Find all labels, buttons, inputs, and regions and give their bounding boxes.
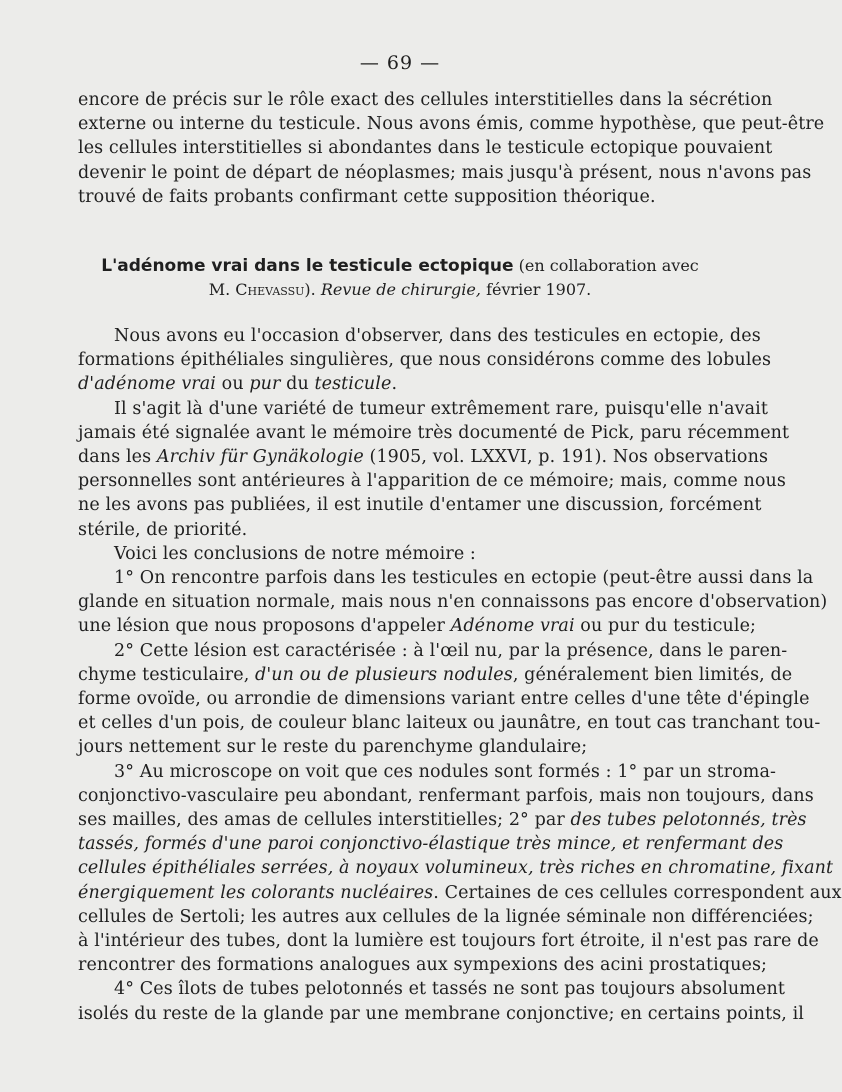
text-line: isolés du reste de la glande par une membrane conjonctive; en certains points, il (78, 1003, 805, 1024)
text-line: 1° On rencontre parfois dans les testicules en ectopie (peut-être aussi dans la (114, 568, 814, 589)
text-line: chyme testiculaire, d'un ou de plusieurs nodules, généralement bien limités, de (78, 664, 793, 685)
text-line: externe ou interne du testicule. Nous avons émis, comme hypothèse, que peut-être (78, 114, 825, 135)
text-line: dans les Archiv für Gynäkologie (1905, vol. LXXVI, p. 191). Nos observations (78, 447, 769, 468)
text-line: les cellules interstitielles si abondantes dans le testicule ectopique pouvaient (78, 138, 773, 159)
text-line: ne les avons pas publiées, il est inutile d'entamer une discussion, forcément (78, 495, 762, 516)
collaborator-name: M. Chevassu). (208, 280, 316, 299)
text-line: formations épithéliales singulières, que nous considérons comme des lobules (78, 350, 772, 371)
text-line: jours nettement sur le reste du parenchyme glandulaire; (78, 737, 588, 758)
journal-name: Revue de chirurgie, (320, 280, 481, 299)
text-line: d'adénome vrai ou pur du testicule. (78, 374, 398, 395)
text-line: cellules de Sertoli; les autres aux cellules de la lignée séminale non différenciées; (78, 906, 814, 927)
text-line: encore de précis sur le rôle exact des cellules interstitielles dans la sécrétion (78, 90, 773, 110)
text-line: ses mailles, des amas de cellules interstitielles; 2° par des tubes pelotonnés, très (78, 810, 807, 831)
text-line: conjonctivo-vasculaire peu abondant, renfermant parfois, mais non toujours, dans (78, 785, 814, 806)
text-line: à l'intérieur des tubes, dont la lumière est toujours fort étroite, il n'est pas rare de (78, 931, 819, 952)
page-number: — 69 — (359, 52, 441, 74)
collaboration-note: (en collaboration avec (518, 256, 699, 275)
text-line: cellules épithéliales serrées, à noyaux volumineux, très riches en chromatine, fixant (78, 858, 834, 879)
text-line: 3° Au microscope on voit que ces nodules sont formés : 1° par un stroma- (114, 761, 776, 782)
text-line: trouvé de faits probants confirmant cette supposition théorique. (78, 186, 656, 207)
section-heading (0, 254, 800, 302)
text-line: Voici les conclusions de notre mémoire : (114, 543, 476, 564)
text-line: Nous avons eu l'occasion d'observer, dans des testicules en ectopie, des (114, 326, 761, 346)
text-line: glande en situation normale, mais nous n'en connaissons pas encore d'observation) (78, 592, 828, 613)
text-line: et celles d'un pois, de couleur blanc laiteux ou jaunâtre, en tout cas tranchant tou- (78, 713, 821, 734)
text-line: personnelles sont antérieures à l'apparition de ce mémoire; mais, comme nous (78, 471, 786, 492)
text-line: Il s'agit là d'une variété de tumeur extrêmement rare, puisqu'elle n'avait (114, 398, 768, 419)
text-line: devenir le point de départ de néoplasmes; mais jusqu'à présent, nous n'avons pas (78, 162, 812, 183)
text-line: jamais été signalée avant le mémoire très documenté de Pick, paru récemment (78, 422, 790, 443)
text-line: stérile, de priorité. (78, 519, 248, 540)
text-line: énergiquement les colorants nucléaires. Certaines de ces cellules correspondent aux (78, 882, 842, 903)
body-text (78, 324, 842, 1026)
text-line: forme ovoïde, ou arrondie de dimensions variant entre celles d'une tête d'épingle (78, 689, 810, 710)
text-line: une lésion que nous proposons d'appeler Adénome vrai ou pur du testicule; (78, 616, 757, 637)
text-line: 2° Cette lésion est caractérisée : à l'œil nu, par la présence, dans le paren- (114, 640, 788, 661)
intro-paragraph (78, 88, 825, 209)
publication-date: février 1907. (486, 280, 592, 299)
text-line: tassés, formés d'une paroi conjonctivo-élastique très mince, et renfermant des (78, 834, 784, 855)
text-line: 4° Ces îlots de tubes pelotonnés et tassés ne sont pas toujours absolument (114, 979, 785, 1000)
section-title: L'adénome vrai dans le testicule ectopique (101, 256, 514, 276)
text-line: rencontrer des formations analogues aux sympexions des acini prostatiques; (78, 955, 768, 976)
